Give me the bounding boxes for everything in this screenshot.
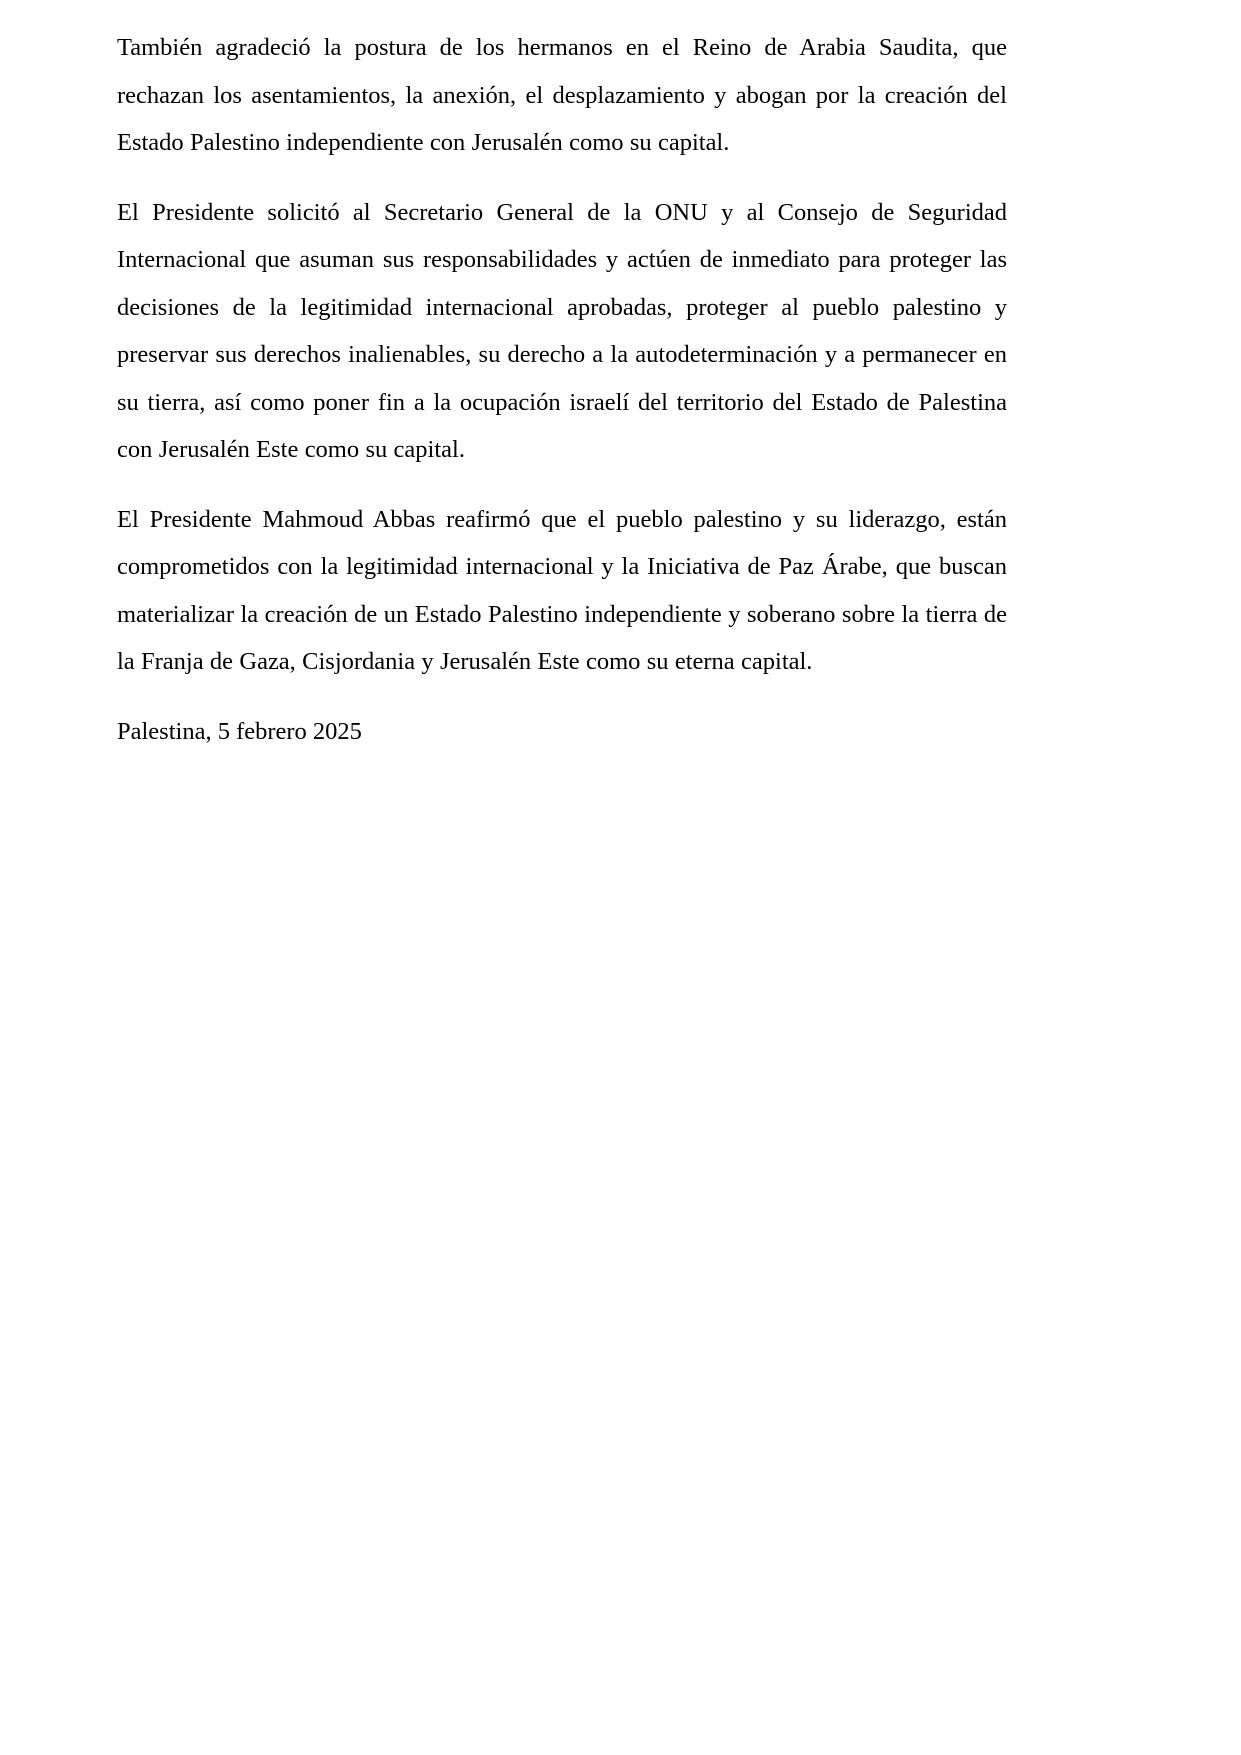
paragraph-2: El Presidente solicitó al Secretario General de la ONU y al Consejo de Seguridad Internacional que asuman sus responsabilidades y actúen de inmediato para proteger las decisiones de la legitimidad internacional aprobadas, proteger al pueblo palestino y preservar sus derechos inalienables, su derecho a la autodeterminación y a permanecer en su tierra, así como poner fin a la ocupación israelí del territorio del Estado de Palestina con Jerusalén Este como su capital. [117, 198, 1007, 463]
closing-line: Palestina, 5 febrero 2025 [117, 717, 362, 745]
document-body [117, 24, 1007, 755]
paragraph-3: El Presidente Mahmoud Abbas reafirmó que el pueblo palestino y su liderazgo, están comprometidos con la legitimidad internacional y la Iniciativa de Paz Árabe, que buscan materializar la creación de un Estado Palestino independiente y soberano sobre la tierra de la Franja de Gaza, Cisjordania y Jerusalén Este como su eterna capital. [117, 505, 1007, 675]
paragraph-1: También agradeció la postura de los hermanos en el Reino de Arabia Saudita, que rechazan los asentamientos, la anexión, el desplazamiento y abogan por la creación del Estado Palestino independiente con Jerusalén como su capital. [117, 34, 1007, 156]
